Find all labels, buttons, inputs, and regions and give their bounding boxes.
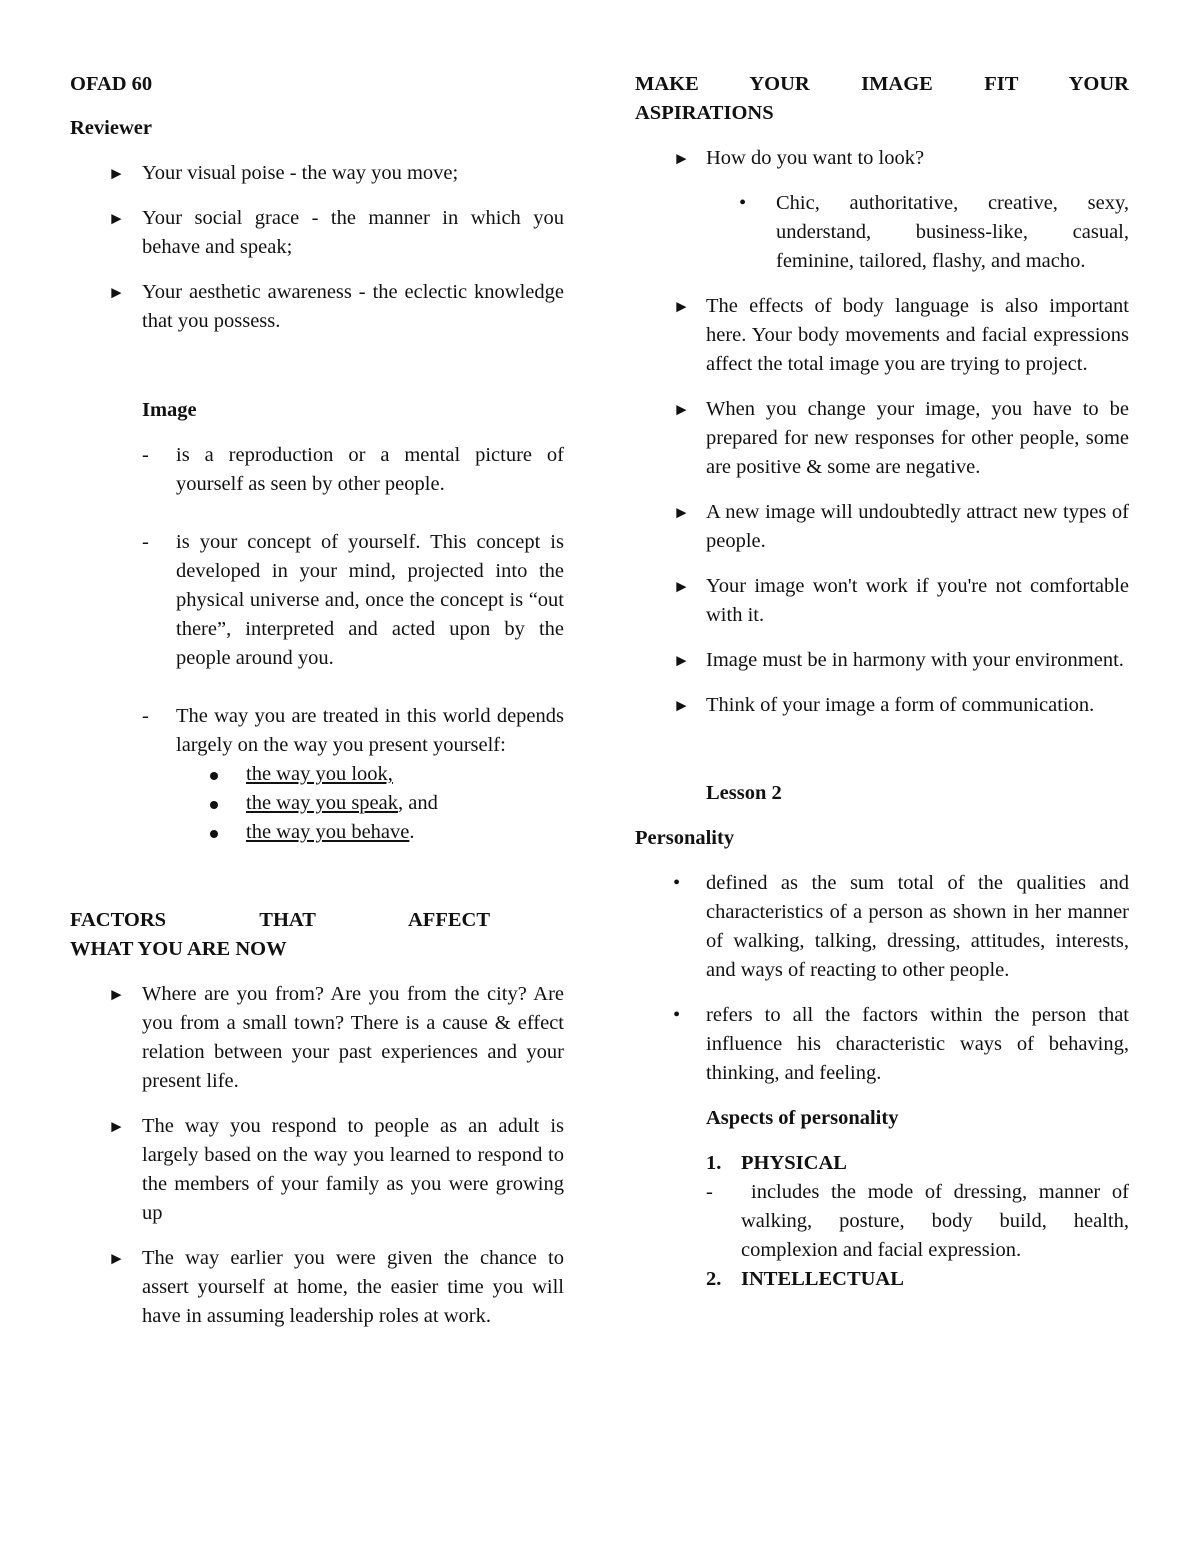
aspect-intellectual: 2. INTELLECTUAL xyxy=(706,1268,904,1290)
factors-bullet: ► The way earlier you were given the chance to assert yourself at home, the easier time you will have in assuming leadership roles at work. xyxy=(108,1244,564,1331)
arrow-bullet-icon: ► xyxy=(673,503,690,522)
arrow-bullet-icon: ► xyxy=(108,1249,125,1268)
aspirations-bullet: ► Your image won't work if you're not comfortable with it. xyxy=(673,572,1129,630)
intro-bullet: ► Your aesthetic awareness - the eclectic knowledge that you possess. xyxy=(108,278,564,336)
bullet-marker: • xyxy=(739,192,747,214)
image-definition-item: - The way you are treated in this world depends largely on the way you present yourself: xyxy=(142,702,564,760)
intro-bullet: ► Your visual poise - the way you move; xyxy=(108,159,564,188)
arrow-bullet-icon: ► xyxy=(673,400,690,419)
dash-marker: - xyxy=(142,705,149,727)
dash-marker: - xyxy=(142,444,149,466)
arrow-bullet-icon: ► xyxy=(108,209,125,228)
present-ways-list xyxy=(210,760,564,847)
aspirations-bullet: ► Think of your image a form of communication. xyxy=(673,691,1129,720)
image-definition-item: - is a reproduction or a mental picture of yourself as seen by other people. xyxy=(142,441,564,499)
right-column xyxy=(635,70,1129,1294)
arrow-bullet-icon: ► xyxy=(108,985,125,1004)
aspirations-bullet: ► How do you want to look? xyxy=(673,144,1129,173)
dash-marker: - xyxy=(142,531,149,553)
personality-bullet: • refers to all the factors within the person that influence his characteristic ways of behaving, thinking, and feeling. xyxy=(673,1001,1129,1088)
bullet-marker: • xyxy=(673,872,681,894)
aspirations-bullet: ► Image must be in harmony with your environment. xyxy=(673,646,1129,675)
bullet-dot-icon xyxy=(210,830,218,838)
arrow-bullet-icon: ► xyxy=(673,149,690,168)
list-item: the way you look, xyxy=(210,760,564,789)
arrow-bullet-icon: ► xyxy=(673,297,690,316)
factors-bullet: ► The way you respond to people as an adult is largely based on the way you learned to respond to the members of your family as you were growing up xyxy=(108,1112,564,1228)
bullet-marker: • xyxy=(673,1004,681,1026)
personality-heading: Personality xyxy=(635,827,735,849)
factors-heading: FACTORS THAT AFFECT WHAT YOU ARE NOW xyxy=(70,909,490,960)
dash-marker: - xyxy=(706,1181,713,1203)
image-heading: Image xyxy=(142,399,197,421)
intro-bullet: ► Your social grace - the manner in which you behave and speak; xyxy=(108,204,564,262)
lesson-label: Lesson 2 xyxy=(706,782,782,804)
arrow-bullet-icon: ► xyxy=(673,651,690,670)
aspect-physical: 1. PHYSICAL xyxy=(706,1152,847,1174)
bullet-dot-icon xyxy=(210,801,218,809)
left-column xyxy=(70,70,564,1331)
image-definition-item: - is your concept of yourself. This concept is developed in your mind, projected into the physical universe and, once the concept is “out there”, interpreted and acted upon by the people around you. xyxy=(142,528,564,673)
aspirations-bullet: ► A new image will undoubtedly attract new types of people. xyxy=(673,498,1129,556)
aspect-physical-description: - includes the mode of dressing, manner of walking, posture, body build, health, complexion and facial expression. xyxy=(706,1178,1129,1265)
arrow-bullet-icon: ► xyxy=(673,577,690,596)
personality-bullet: • defined as the sum total of the qualities and characteristics of a person as shown in her manner of walking, talking, dressing, attitudes, interests, and ways of reacting to other people. xyxy=(673,869,1129,985)
arrow-bullet-icon: ► xyxy=(108,283,125,302)
arrow-bullet-icon: ► xyxy=(108,1117,125,1136)
course-code: OFAD 60 xyxy=(70,73,153,95)
bullet-dot-icon xyxy=(210,772,218,780)
looks-sub-bullet: • Chic, authoritative, creative, sexy, understand, business-like, casual, feminine, tailored, flashy, and macho. xyxy=(739,189,1129,276)
aspirations-bullet: ► The effects of body language is also important here. Your body movements and facial expressions affect the total image you are trying to project. xyxy=(673,292,1129,379)
reviewer-label: Reviewer xyxy=(70,117,152,139)
factors-bullet: ► Where are you from? Are you from the city? Are you from a small town? There is a cause & effect relation between your past experiences and your present life. xyxy=(108,980,564,1096)
arrow-bullet-icon: ► xyxy=(673,696,690,715)
aspirations-heading: MAKE YOUR IMAGE FIT YOUR ASPIRATIONS xyxy=(635,73,1129,124)
aspects-heading: Aspects of personality xyxy=(706,1107,899,1129)
list-item: the way you speak, and xyxy=(210,789,564,818)
list-item: the way you behave. xyxy=(210,818,564,847)
aspirations-bullet: ► When you change your image, you have to be prepared for new responses for other people, some are positive & some are negative. xyxy=(673,395,1129,482)
arrow-bullet-icon: ► xyxy=(108,164,125,183)
